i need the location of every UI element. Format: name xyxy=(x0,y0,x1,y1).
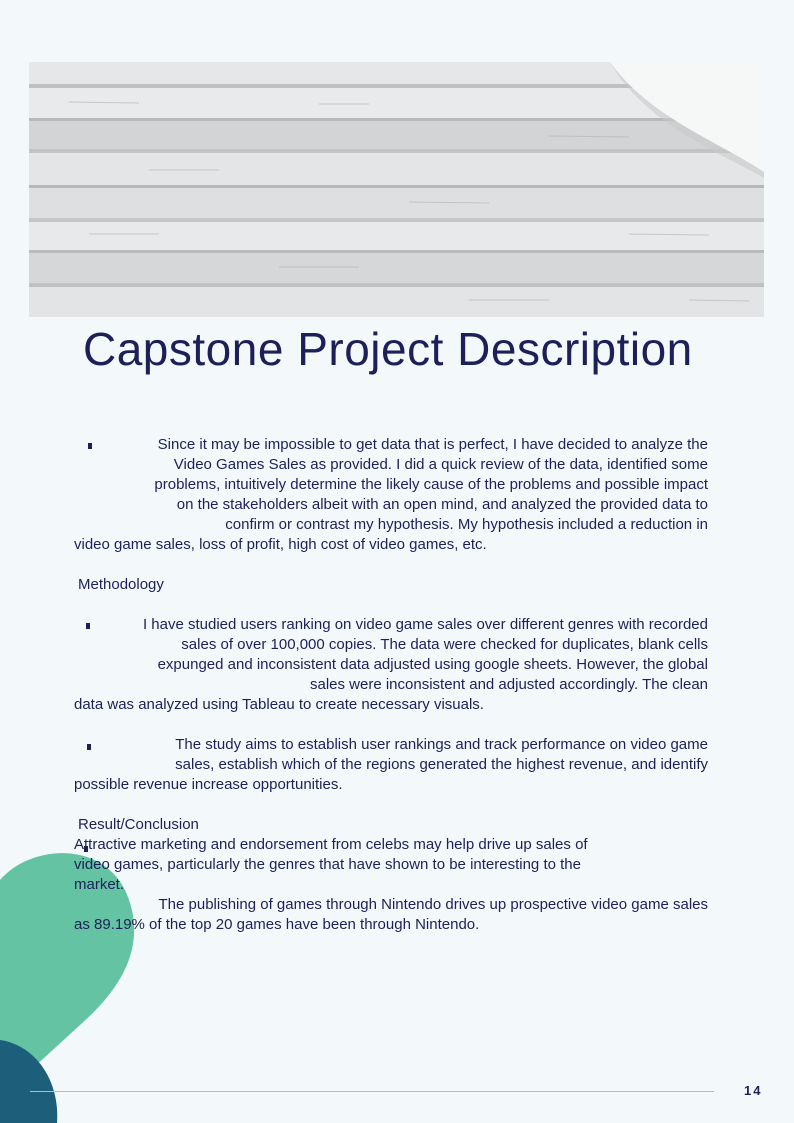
intro-line: problems, intuitively determine the likely cause of the problems and possible impact xyxy=(154,476,708,493)
intro-line: on the stakeholders albeit with an open mind, and analyzed the provided data to xyxy=(176,496,708,513)
result-line: Attractive marketing and endorsement from celebs may help drive up sales of xyxy=(74,836,588,853)
methodology-line: data was analyzed using Tableau to create necessary visuals. xyxy=(74,696,484,713)
methodology-line: sales, establish which of the regions generated the highest revenue, and identify xyxy=(175,756,708,773)
intro-line: confirm or contrast my hypothesis. My hypothesis included a reduction in xyxy=(225,516,708,533)
methodology-line: I have studied users ranking on video game sales over different genres with recorded xyxy=(142,616,708,633)
methodology-line: sales were inconsistent and adjusted accordingly. The clean xyxy=(309,676,708,693)
intro-line: Since it may be impossible to get data that is perfect, I have decided to analyze the xyxy=(157,436,708,453)
result-line: video games, particularly the genres that have shown to be interesting to the xyxy=(74,856,581,873)
footer-divider xyxy=(30,1091,714,1092)
methodology-heading: Methodology xyxy=(78,576,164,593)
result-heading: Result/Conclusion xyxy=(78,816,199,833)
page-title: Capstone Project Description xyxy=(83,323,693,375)
result-line: market. xyxy=(74,876,125,893)
methodology-line: The study aims to establish user rankings and track performance on video game xyxy=(175,736,708,753)
intro-line: Video Games Sales as provided. I did a quick review of the data, identified some xyxy=(173,456,708,473)
methodology-line: possible revenue increase opportunities. xyxy=(74,776,343,793)
intro-line: video game sales, loss of profit, high cost of video games, etc. xyxy=(74,536,487,553)
result-line: as 89.19% of the top 20 games have been through Nintendo. xyxy=(74,916,480,933)
result-line: The publishing of games through Nintendo drives up prospective video game sales xyxy=(158,896,708,913)
methodology-line: sales of over 100,000 copies. The data were checked for duplicates, blank cells xyxy=(181,636,708,653)
page-number: 14 xyxy=(744,1083,763,1098)
methodology-line: expunged and inconsistent data adjusted using google sheets. However, the global xyxy=(157,656,708,673)
